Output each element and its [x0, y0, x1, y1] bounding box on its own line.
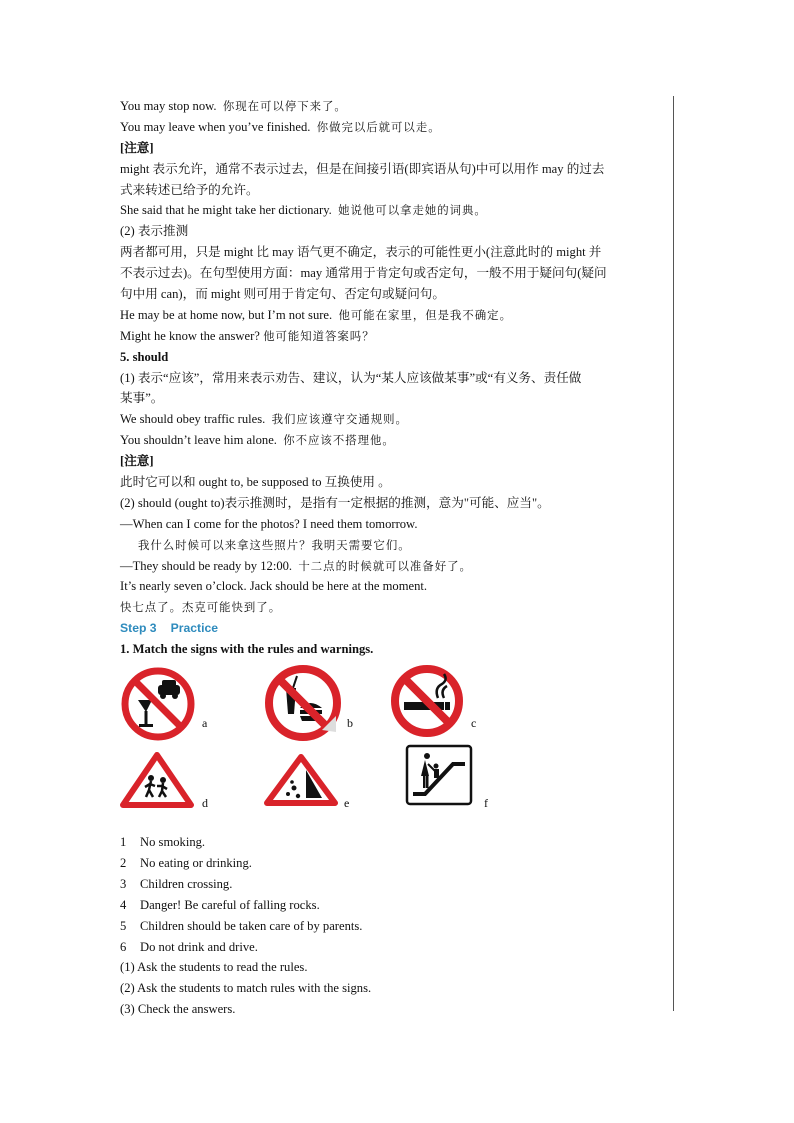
text-line: (1) 表示“应该”，常用来表示劝告、建议，认为“某人应该做某事”或“有义务、责任做 [120, 370, 582, 385]
text-line: 两者都可用，只是 might 比 may 语气更不确定，表示的可能性更小(注意此时的 might 并 [120, 245, 602, 260]
text-line: You shouldn’t leave him alone. 你不应该不搭理他。 [120, 433, 395, 448]
text-line: 式来转述已给予的允许。 [120, 182, 259, 197]
text-line: 不表示过去)。在句型使用方面：may 通常用于肯定句或否定句，一般不用于疑问句(疑问 [120, 266, 607, 281]
section-heading: 5. should [120, 349, 169, 364]
text-line: You may stop now. 你现在可以停下来了。 [120, 99, 347, 113]
note-heading: [注意] [120, 140, 154, 155]
sign-letter-f: f [484, 796, 488, 811]
escalator-children-sign [405, 744, 473, 806]
rule-item: 1 No smoking. [120, 835, 206, 850]
text-line: 我什么时候可以来拿这些照片？我明天需要它们。 [138, 537, 411, 552]
sign-letter-b: b [347, 716, 353, 731]
sign-letter-c: c [471, 716, 477, 731]
text-line: 此时它可以和 ought to, be supposed to 互换使用 。 [120, 475, 391, 490]
text-line: (2) 表示推测 [120, 224, 189, 239]
text-line: 某事”。 [120, 391, 164, 406]
text-line: —When can I come for the photos? I need them tomorrow. [120, 516, 418, 531]
no-eating-drinking-sign [264, 664, 342, 742]
sign-letter-a: a [202, 716, 208, 731]
text-line: might 表示允许，通常不表示过去，但是在间接引语(即宾语从句)中可以用作 may 的过去 [120, 161, 605, 176]
sign-letter-d: d [202, 796, 208, 811]
text-line: You may leave when you’ve finished. 你做完以后就可以走。 [120, 119, 441, 134]
falling-rocks-sign [264, 754, 338, 806]
text-line: We should obey traffic rules. 我们应该遵守交通规则。 [120, 412, 408, 427]
text-line: 句中用 can)，而 might 则可用于肯定句、否定句或疑问句。 [120, 287, 445, 302]
text-line: He may be at home now, but I’m not sure. 他可能在家里，但是我不确定。 [120, 307, 512, 322]
text-line: It’s nearly seven o’clock. Jack should be here at the moment. [120, 579, 428, 594]
signs-area [120, 660, 668, 832]
rule-item: 2 No eating or drinking. [120, 855, 252, 870]
text-line: (2) should (ought to)表示推测时，是指有一定根据的推测，意为"可能、应当"。 [120, 495, 550, 510]
step-heading: Step 3 Practice [120, 621, 219, 636]
text-line: 快七点了。杰克可能快到了。 [120, 600, 282, 615]
rule-item: 6 Do not drink and drive. [120, 939, 258, 954]
text-line: Might he know the answer? 他可能知道答案吗？ [120, 328, 375, 343]
teaching-step: (2) Ask the students to match rules with the signs. [120, 981, 372, 996]
children-crossing-sign [120, 752, 194, 808]
rule-item: 3 Children crossing. [120, 876, 233, 891]
text-line: —They should be ready by 12:00. 十二点的时候就可以准备好了。 [120, 558, 472, 573]
note-heading: [注意] [120, 454, 154, 469]
rule-item: 4 Danger! Be careful of falling rocks. [120, 897, 320, 912]
document-body [120, 96, 668, 1020]
task-heading: 1. Match the signs with the rules and warnings. [120, 642, 374, 657]
teaching-step: (3) Check the answers. [120, 1002, 236, 1017]
no-drink-driving-sign [120, 666, 196, 742]
teaching-step: (1) Ask the students to read the rules. [120, 960, 308, 975]
rule-item: 5 Children should be taken care of by parents. [120, 918, 363, 933]
no-smoking-sign [390, 664, 464, 738]
text-line: She said that he might take her dictionary. 她说他可以拿走她的词典。 [120, 203, 487, 218]
sign-letter-e: e [344, 796, 350, 811]
column-divider [673, 96, 674, 1011]
